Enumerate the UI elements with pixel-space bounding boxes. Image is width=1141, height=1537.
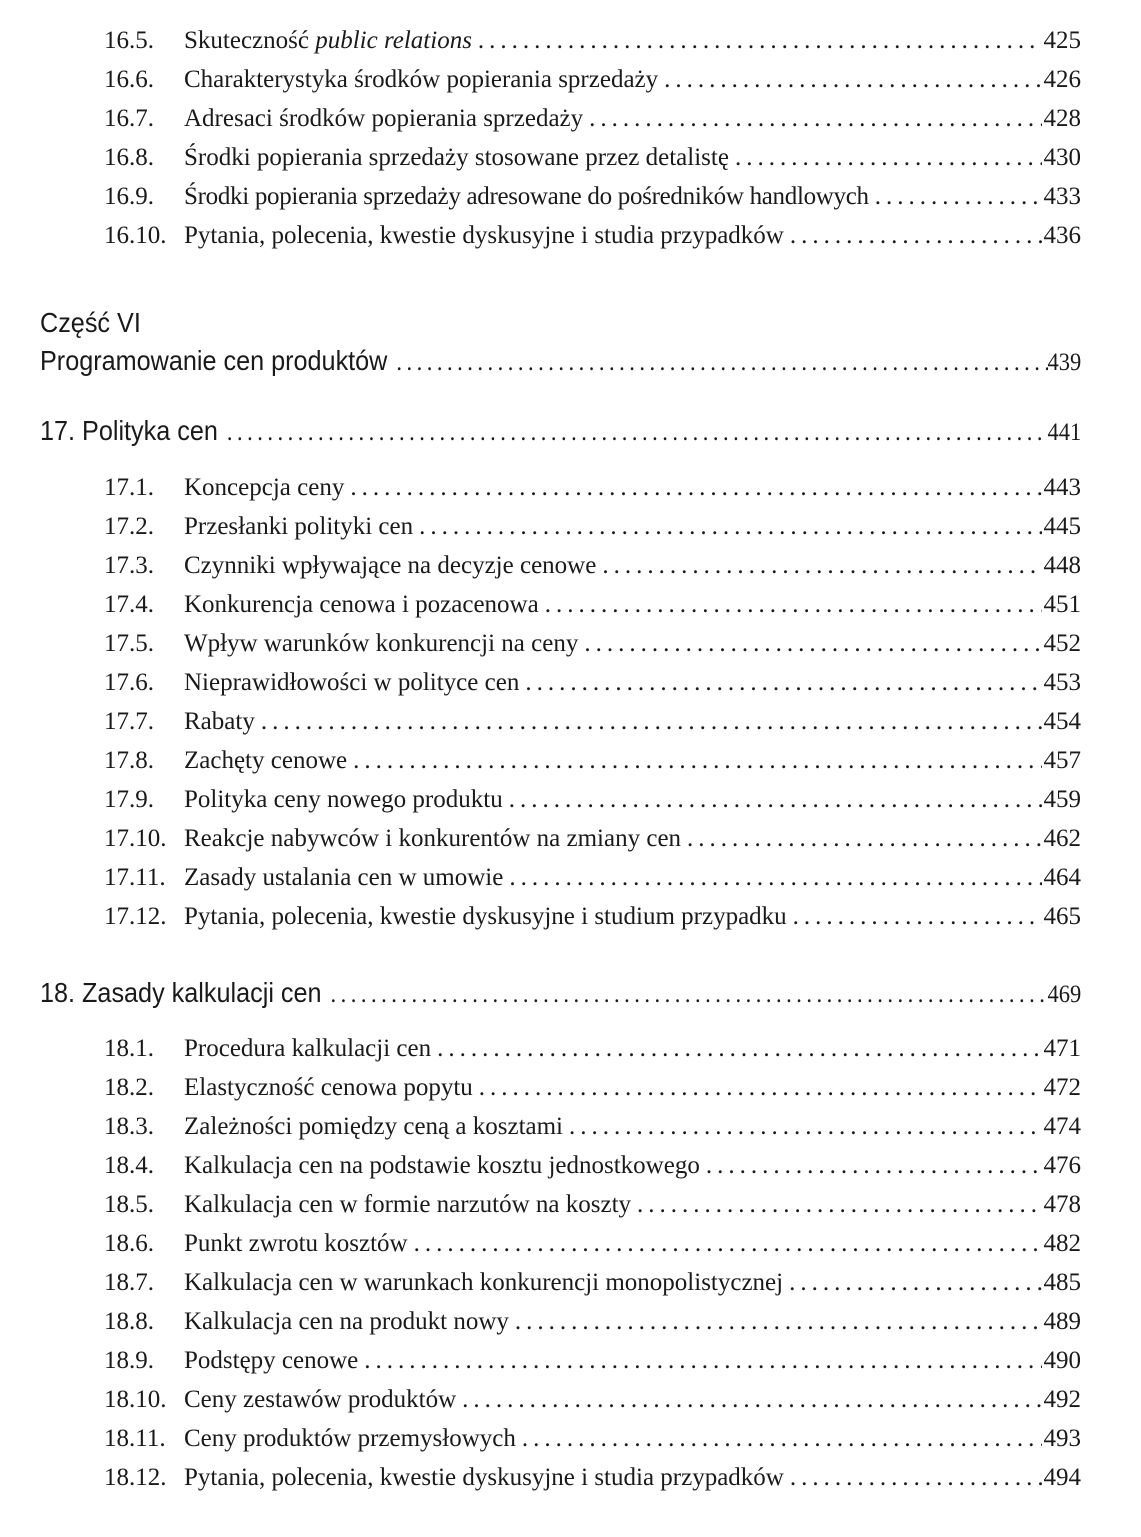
entry-page: 451 [1043,591,1081,618]
toc-entry-17-8 [104,743,1081,779]
toc-entry-16-10 [104,218,1081,254]
chapter-17-heading [40,411,1081,451]
toc-entry-18-11 [104,1421,1081,1457]
entry-title: Podstępy cenowe [184,1347,359,1374]
dot-leader [522,1421,1042,1457]
entry-title: Koncepcja ceny [184,474,345,501]
toc-entry-18-3 [104,1109,1081,1145]
entry-number: 18.12. [104,1464,167,1491]
entry-number: 17.5. [104,630,154,657]
entry-number: 18.11. [104,1425,166,1452]
dot-leader [479,1070,1042,1106]
toc-entry-18-12 [104,1460,1081,1496]
dot-leader [875,179,1042,215]
entry-page: 448 [1043,552,1081,579]
entry-number: 17.8. [104,747,154,774]
entry-page: 454 [1043,708,1081,735]
entry-page: 472 [1043,1074,1081,1101]
entry-title: Adresaci środków popierania sprzedaży [184,105,584,132]
dot-leader [602,548,1041,584]
dot-leader [735,140,1042,176]
chapter-18-heading [40,973,1081,1013]
toc-entry-18-4 [104,1148,1081,1184]
entry-title: Środki popierania sprzedaży stosowane przez detalistę [184,144,729,171]
dot-leader [584,626,1041,662]
entry-page: 482 [1043,1230,1081,1257]
dot-leader [227,413,1048,453]
entry-page: 464 [1043,864,1081,891]
entry-number: 17.9. [104,786,154,813]
dot-leader [396,343,1047,383]
dot-leader [790,1460,1042,1496]
dot-leader [509,860,1041,896]
toc-entry-17-7 [104,704,1081,740]
entry-page: 433 [1043,183,1081,210]
entry-page: 492 [1043,1386,1081,1413]
entry-page: 462 [1043,825,1081,852]
dot-leader [569,1109,1041,1145]
entry-title: Skuteczność public relations [184,27,472,54]
dot-leader [545,587,1042,623]
entry-page: 465 [1043,903,1081,930]
entry-number: 17.1. [104,474,154,501]
entry-page: 430 [1043,144,1081,171]
toc-entry-17-10 [104,821,1081,857]
dot-leader [637,1187,1041,1223]
entry-title: Zasady ustalania cen w umowie [184,864,504,891]
dot-leader [437,1031,1041,1067]
entry-title: Ceny zestawów produktów [184,1386,457,1413]
entry-title-italic: public relations [315,27,472,54]
entry-number: 16.9. [104,183,154,210]
entry-title: Pytania, polecenia, kwestie dyskusyjne i studium przypadku [184,903,787,930]
dot-leader [478,23,1042,59]
entry-title: Polityka ceny nowego produktu [184,786,503,813]
entry-title: Elastyczność cenowa popytu [184,1074,473,1101]
entry-title: Nieprawidłowości w polityce cen [184,669,520,696]
toc-entry-18-9 [104,1343,1081,1379]
entry-title: Czynniki wpływające na decyzje cenowe [184,552,597,579]
entry-title: Kalkulacja cen w warunkach konkurencji monopolistycznej [184,1269,784,1296]
entry-number: 17.2. [104,513,154,540]
toc-entry-17-6 [104,665,1081,701]
dot-leader [353,743,1041,779]
entry-number: 18.2. [104,1074,154,1101]
toc-entry-17-5 [104,626,1081,662]
entry-page: 457 [1043,747,1081,774]
entry-number: 17.10. [104,825,167,852]
entry-page: 476 [1043,1152,1081,1179]
entry-title: Środki popierania sprzedaży adresowane do pośredników handlowych [184,183,869,210]
dot-leader [687,821,1041,857]
dot-leader [589,101,1041,137]
toc-entry-18-5 [104,1187,1081,1223]
dot-leader [414,1226,1042,1262]
dot-leader [706,1148,1042,1184]
entry-page: 474 [1043,1113,1081,1140]
entry-page: 436 [1043,222,1081,249]
entry-page: 443 [1043,474,1081,501]
entry-title: Ceny produktów przemysłowych [184,1425,516,1452]
toc-entry-16-7 [104,101,1081,137]
entry-title: Wpływ warunków konkurencji na ceny [184,630,579,657]
entry-number: 18.10. [104,1386,167,1413]
entry-title: Charakterystyka środków popierania sprzedaży [184,66,659,93]
entry-title: Rabaty [184,708,255,735]
toc-entry-16-6 [104,62,1081,98]
entry-number: 18.1. [104,1035,154,1062]
dot-leader [790,218,1042,254]
dot-leader [364,1343,1041,1379]
part-page: 439 [1047,349,1082,376]
entry-page: 452 [1043,630,1081,657]
entry-number: 18.6. [104,1230,154,1257]
entry-page: 445 [1043,513,1081,540]
dot-leader [261,704,1042,740]
toc-entry-16-9 [104,179,1081,215]
dot-leader [350,470,1041,506]
dot-leader [664,62,1041,98]
entry-page: 494 [1043,1464,1081,1491]
entry-title: Punkt zwrotu kosztów [184,1230,408,1257]
entry-number: 18.8. [104,1308,154,1335]
entry-number: 16.10. [104,222,167,249]
chapter-page: 441 [1047,419,1082,446]
entry-title: Pytania, polecenia, kwestie dyskusyjne i studia przypadków [184,222,784,249]
toc-entry-18-10 [104,1382,1081,1418]
entry-title: Pytania, polecenia, kwestie dyskusyjne i studia przypadków [184,1464,784,1491]
entry-number: 17.4. [104,591,154,618]
entry-number: 18.7. [104,1269,154,1296]
entry-number: 18.3. [104,1113,154,1140]
entry-page: 426 [1043,66,1081,93]
entry-title: Kalkulacja cen w formie narzutów na koszty [184,1191,632,1218]
entry-title: Konkurencja cenowa i pozacenowa [184,591,539,618]
dot-leader [509,782,1042,818]
entry-page: 489 [1043,1308,1081,1335]
entry-page: 485 [1043,1269,1081,1296]
entry-number: 16.6. [104,66,154,93]
toc-entry-17-2 [104,509,1081,545]
dot-leader [525,665,1041,701]
entry-page: 453 [1043,669,1081,696]
toc-entry-17-9 [104,782,1081,818]
entry-number: 18.4. [104,1152,154,1179]
chapter-title: 18. Zasady kalkulacji cen [40,977,322,1008]
dot-leader [419,509,1041,545]
dot-leader [793,899,1042,935]
toc-entry-17-1 [104,470,1081,506]
toc-entry-18-1 [104,1031,1081,1067]
entry-title: Procedura kalkulacji cen [184,1035,432,1062]
entry-number: 16.5. [104,27,154,54]
part-label: Część VI [40,307,141,338]
entry-number: 17.3. [104,552,154,579]
toc-entry-18-6 [104,1226,1081,1262]
toc-entry-17-3 [104,548,1081,584]
chapter-title: 17. Polityka cen [40,415,218,446]
entry-number: 17.6. [104,669,154,696]
entry-number: 18.9. [104,1347,154,1374]
entry-number: 16.7. [104,105,154,132]
toc-entry-18-2 [104,1070,1081,1106]
entry-title: Zachęty cenowe [184,747,348,774]
entry-page: 425 [1043,27,1081,54]
entry-title: Reakcje nabywców i konkurentów na zmiany cen [184,825,682,852]
chapter-page: 469 [1047,981,1082,1008]
entry-title: Przesłanki polityki cen [184,513,414,540]
toc-entry-17-4 [104,587,1081,623]
dot-leader [331,975,1048,1015]
entry-page: 428 [1043,105,1081,132]
toc-entry-17-12 [104,899,1081,935]
toc-entry-17-11 [104,860,1081,896]
entry-number: 17.12. [104,903,167,930]
entry-title: Kalkulacja cen na podstawie kosztu jednostkowego [184,1152,700,1179]
entry-number: 17.11. [104,864,166,891]
toc-entry-16-8 [104,140,1081,176]
entry-page: 478 [1043,1191,1081,1218]
entry-page: 493 [1043,1425,1081,1452]
toc-entry-16-5 [104,23,1081,59]
entry-page: 459 [1043,786,1081,813]
toc-entry-18-8 [104,1304,1081,1340]
entry-number: 17.7. [104,708,154,735]
part-title-row [40,341,1081,381]
entry-title: Zależności pomiędzy ceną a kosztami [184,1113,564,1140]
dot-leader [462,1382,1041,1418]
dot-leader [789,1265,1041,1301]
entry-page: 490 [1043,1347,1081,1374]
dot-leader [515,1304,1042,1340]
entry-title: Kalkulacja cen na produkt nowy [184,1308,509,1335]
entry-number: 18.5. [104,1191,154,1218]
toc-entry-18-7 [104,1265,1081,1301]
entry-page: 471 [1043,1035,1081,1062]
part-title: Programowanie cen produktów [40,345,388,376]
entry-number: 16.8. [104,144,154,171]
